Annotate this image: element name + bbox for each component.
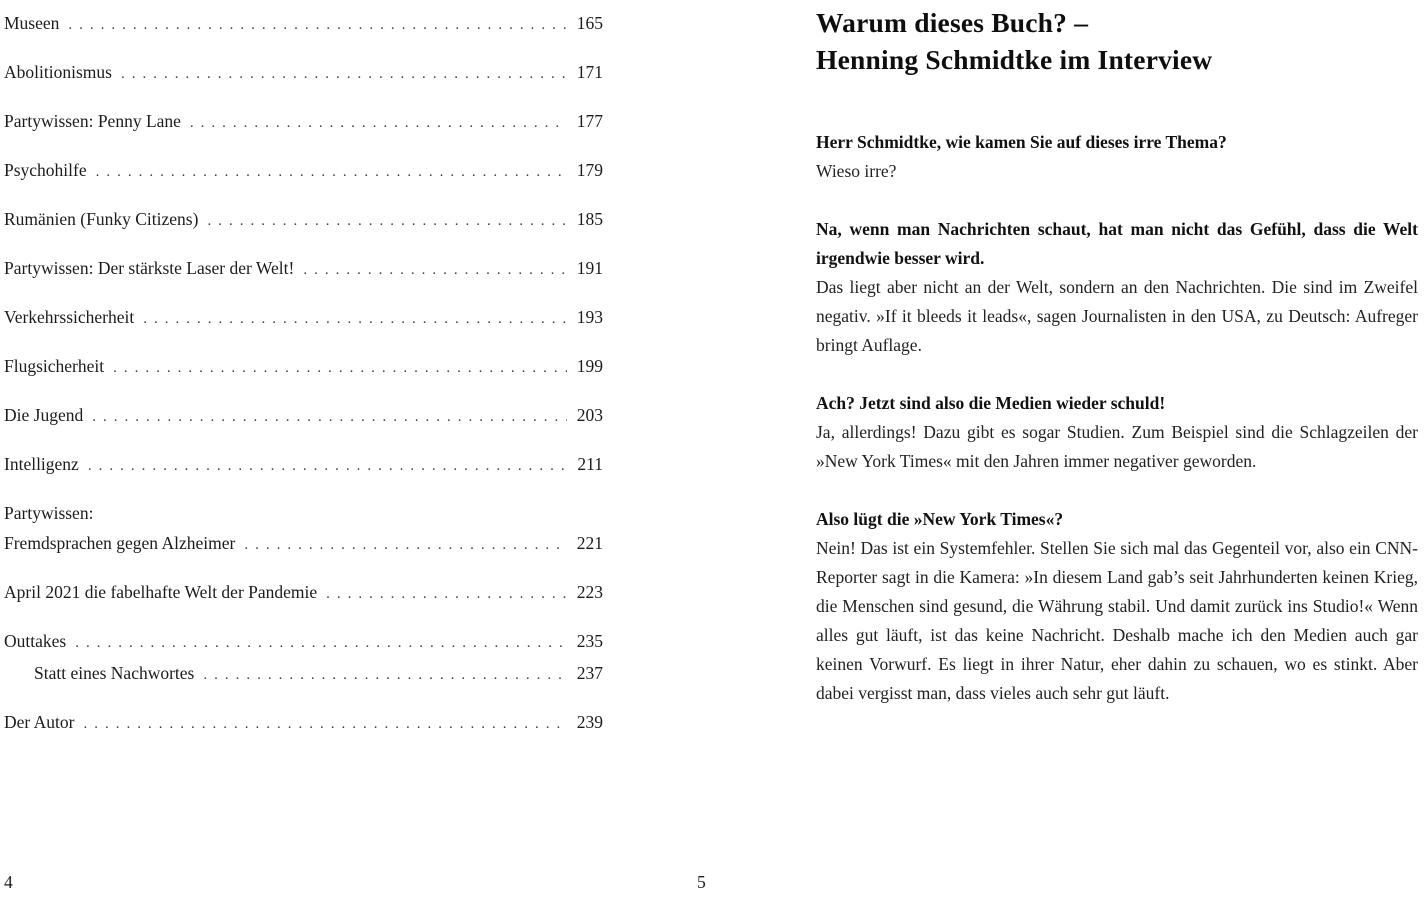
leader-dots: [83, 707, 566, 739]
toc-page-number: 211: [577, 454, 603, 474]
toc-entry-label: Fremdsprachen gegen Alzheimer: [4, 533, 236, 553]
toc-row: [4, 155, 603, 187]
toc-entry-label: Statt eines Nachwortes: [34, 663, 195, 683]
toc-page-number: 171: [576, 62, 603, 82]
chapter-title-line-1: Warum dieses Buch? –: [816, 7, 1089, 38]
leader-dots: [75, 626, 567, 658]
toc-entry-label: Der Autor: [4, 712, 75, 732]
toc-row: [4, 577, 603, 609]
toc-entry-label: Flugsicherheit: [4, 356, 105, 376]
qa-block: [816, 505, 1418, 708]
toc-entry-label: Psychohilfe: [4, 160, 87, 180]
toc-row: [4, 528, 603, 560]
toc-row: [4, 204, 603, 236]
toc-entry: [4, 707, 603, 739]
interview-answer: Nein! Das ist ein Systemfehler. Stellen Sie sich mal das Gegenteil vor, also ein CNN-Reporter sagt in die Kamera: »In diesem Land gab’s seit Jahrhunderten keinen Krieg, die Menschen sind gesund, die Währung stabil. Und damit zurück ins Studio!« Wenn alles gut läuft, ist das keine Nachricht. Deshalb mache ich den Medien auch gar keinen Vorwurf. Es liegt in ihrer Natur, eher dahin zu schauen, wo es stinkt. Aber dabei vergisst man, dass vieles auch sehr gut läuft.: [816, 538, 1418, 703]
page-number-left: 4: [4, 872, 13, 892]
leader-dots: [68, 8, 566, 40]
interview-question: Herr Schmidtke, wie kamen Sie auf dieses irre Thema?: [816, 132, 1227, 152]
toc-row: [4, 8, 603, 40]
chapter-title-line-2: Henning Schmidtke im Interview: [816, 44, 1213, 75]
toc-entry-label: Verkehrssicherheit: [4, 307, 135, 327]
toc-row: [4, 57, 603, 89]
toc-entry: [4, 498, 603, 560]
chapter-title: [816, 4, 1418, 78]
toc-entry: [4, 253, 603, 285]
page-number-right: 5: [697, 872, 706, 892]
toc-entry: [4, 351, 603, 383]
toc-row: [4, 253, 603, 285]
interview-answer: Wieso irre?: [816, 161, 897, 181]
qa-block: [816, 215, 1418, 360]
toc-row: [4, 351, 603, 383]
toc-page-number: 237: [576, 663, 603, 683]
toc-page-number: 239: [576, 712, 603, 732]
toc-row: [4, 626, 603, 658]
leader-dots: [244, 528, 566, 560]
toc-page-number: 221: [576, 533, 603, 553]
toc-entry: [4, 8, 603, 40]
toc-row: [4, 302, 603, 334]
toc-entry-label: Die Jugend: [4, 405, 84, 425]
toc-page-number: 199: [576, 356, 603, 376]
toc-entry: [4, 449, 603, 481]
leader-dots: [113, 351, 567, 383]
toc-row: [34, 658, 603, 690]
leader-dots: [96, 155, 567, 187]
toc-page-number: 223: [576, 582, 603, 602]
toc-entry-label: Outtakes: [4, 631, 67, 651]
toc-entry: [4, 400, 603, 432]
toc-entry: [4, 204, 603, 236]
toc-entry: [4, 106, 603, 138]
leader-dots: [207, 204, 566, 236]
toc-page-number: 235: [576, 631, 603, 651]
toc-page-number: 193: [576, 307, 603, 327]
leader-dots: [190, 106, 567, 138]
toc-row: [4, 498, 603, 528]
toc-entry-label: Rumänien (Funky Citizens): [4, 209, 199, 229]
interview-body: [816, 128, 1418, 708]
toc-page-number: 191: [576, 258, 603, 278]
toc-page-number: 203: [576, 405, 603, 425]
table-of-contents: [4, 8, 603, 756]
toc-entry: [4, 658, 603, 690]
toc-page-number: 177: [576, 111, 603, 131]
qa-block: [816, 389, 1418, 476]
toc-row: [4, 400, 603, 432]
leader-dots: [121, 57, 567, 89]
toc-entry-label: Intelligenz: [4, 454, 79, 474]
toc-row: [4, 707, 603, 739]
toc-row: [4, 106, 603, 138]
toc-page-number: 165: [576, 13, 603, 33]
toc-page-number: 185: [576, 209, 603, 229]
toc-entry-label: Museen: [4, 13, 60, 33]
qa-block: [816, 128, 1418, 186]
leader-dots: [303, 253, 566, 285]
toc-entry-label: Partywissen: Penny Lane: [4, 111, 181, 131]
leader-dots: [92, 400, 567, 432]
toc-row: [4, 449, 603, 481]
toc-entry: [4, 302, 603, 334]
leader-dots: [203, 658, 566, 690]
toc-entry: [4, 57, 603, 89]
leader-dots: [326, 577, 567, 609]
interview-answer: Das liegt aber nicht an der Welt, sondern an den Nachrichten. Die sind im Zweifel negativ. »If it bleeds it leads«, sagen Journalisten in den USA, zu Deutsch: Aufreger bringt Auflage.: [816, 277, 1418, 355]
interview-question: Also lügt die »New York Times«?: [816, 509, 1064, 529]
leader-dots: [143, 302, 567, 334]
toc-entry-label: Abolitionismus: [4, 62, 112, 82]
toc-page-number: 179: [576, 160, 603, 180]
toc-entry-label: Partywissen:: [4, 503, 94, 523]
toc-entry: [4, 577, 603, 609]
interview-question: Ach? Jetzt sind also die Medien wieder schuld!: [816, 393, 1166, 413]
toc-entry: [4, 626, 603, 658]
interview-question: Na, wenn man Nachrichten schaut, hat man nicht das Gefühl, dass die Welt irgendwie besser wird.: [816, 219, 1418, 268]
interview-answer: Ja, allerdings! Dazu gibt es sogar Studien. Zum Beispiel sind die Schlagzeilen der »New York Times« mit den Jahren immer negativer geworden.: [816, 422, 1418, 471]
leader-dots: [88, 449, 568, 481]
toc-entry-label: April 2021 die fabelhafte Welt der Pandemie: [4, 582, 318, 602]
interview-column: [816, 4, 1418, 737]
toc-entry-label: Partywissen: Der stärkste Laser der Welt!: [4, 258, 295, 278]
toc-entry: [4, 155, 603, 187]
